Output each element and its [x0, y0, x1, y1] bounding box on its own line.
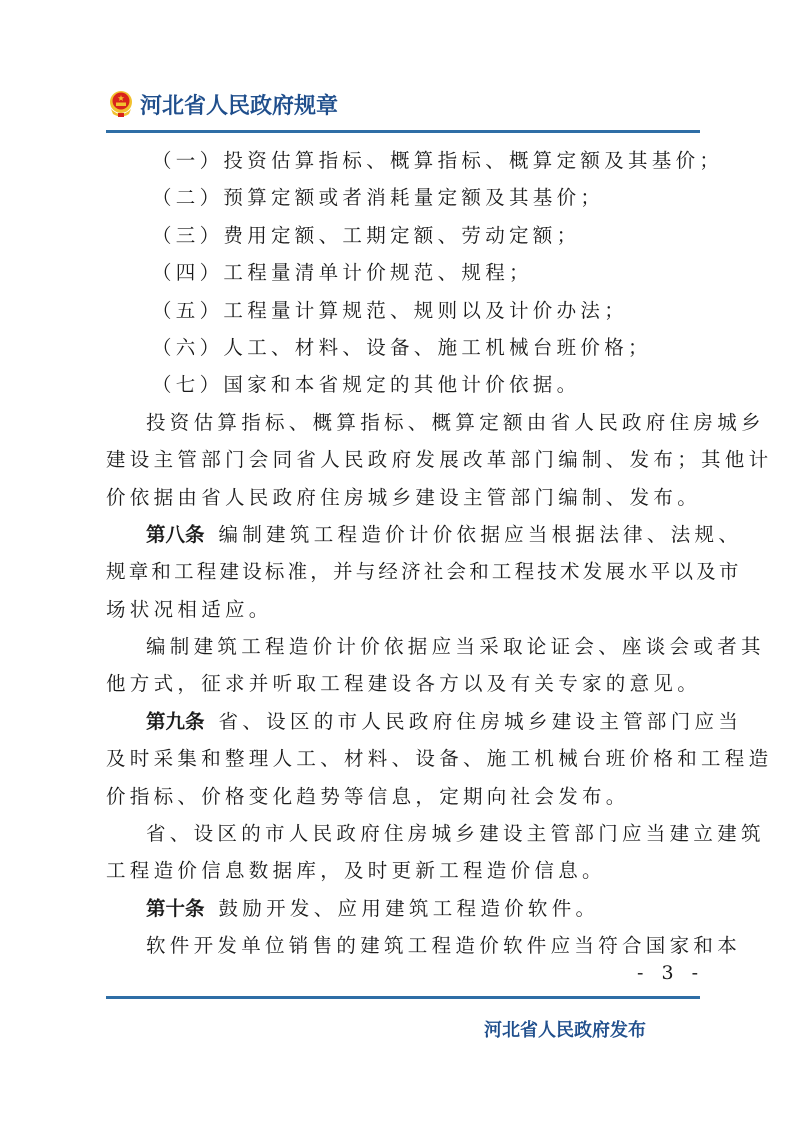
footer-publisher: 河北省人民政府发布 [484, 1020, 646, 1041]
paragraph-line: 编制建筑工程造价计价依据应当采取论证会、座谈会或者其 [146, 635, 765, 659]
article-8 [106, 516, 743, 553]
paragraph-line: 规章和工程建设标准，并与经济社会和工程技术发展水平以及市 [106, 560, 742, 584]
paragraph-line: 价依据由省人民政府住房城乡建设主管部门编制、发布。 [106, 485, 702, 509]
paragraph-line: 建设主管部门会同省人民政府发展改革部门编制、发布；其他计 [106, 448, 773, 472]
document-body [106, 142, 773, 965]
paragraph-line: 他方式，征求并听取工程建设各方以及有关专家的意见。 [106, 672, 702, 696]
footer-divider [106, 996, 700, 999]
article-heading: 第八条 [146, 522, 205, 546]
paragraph-line: 鼓励开发、应用建筑工程造价软件。 [218, 896, 600, 920]
paragraph-line: 工程造价信息数据库，及时更新工程造价信息。 [106, 859, 606, 883]
list-item: （六）人工、材料、设备、施工机械台班价格； [152, 335, 652, 359]
paragraph-line: 场状况相适应。 [106, 597, 273, 621]
header-divider [106, 130, 700, 133]
paragraph-line: 投资估算指标、概算指标、概算定额由省人民政府住房城乡 [146, 410, 765, 434]
paragraph-line: 编制建筑工程造价计价依据应当根据法律、法规、 [218, 522, 743, 546]
article-9 [106, 703, 743, 740]
list-item: （四）工程量清单计价规范、规程； [152, 261, 533, 285]
document-header [106, 86, 338, 122]
page-number: - 3 - [636, 962, 704, 984]
paragraph-line: 价指标、价格变化趋势等信息，定期向社会发布。 [106, 784, 630, 808]
list-item: （七）国家和本省规定的其他计价依据。 [152, 373, 581, 397]
paragraph-line: 省、设区的市人民政府住房城乡建设主管部门应当建立建筑 [146, 822, 765, 846]
paragraph-line: 软件开发单位销售的建筑工程造价软件应当符合国家和本 [146, 934, 742, 958]
paragraph-line: 及时采集和整理人工、材料、设备、施工机械台班价格和工程造 [106, 747, 773, 771]
paragraph-line: 省、设区的市人民政府住房城乡建设主管部门应当 [218, 709, 743, 733]
article-heading: 第九条 [146, 709, 205, 733]
list-item: （五）工程量计算规范、规则以及计价办法； [152, 298, 629, 322]
list-item: （二）预算定额或者消耗量定额及其基价； [152, 186, 605, 210]
header-title: 河北省人民政府规章 [140, 93, 339, 119]
list-item: （一）投资估算指标、概算指标、概算定额及其基价； [152, 149, 724, 172]
list-item: （三）费用定额、工期定额、劳动定额； [152, 223, 581, 247]
national-emblem-icon [106, 89, 136, 119]
article-heading: 第十条 [146, 896, 205, 920]
article-10 [106, 890, 706, 927]
